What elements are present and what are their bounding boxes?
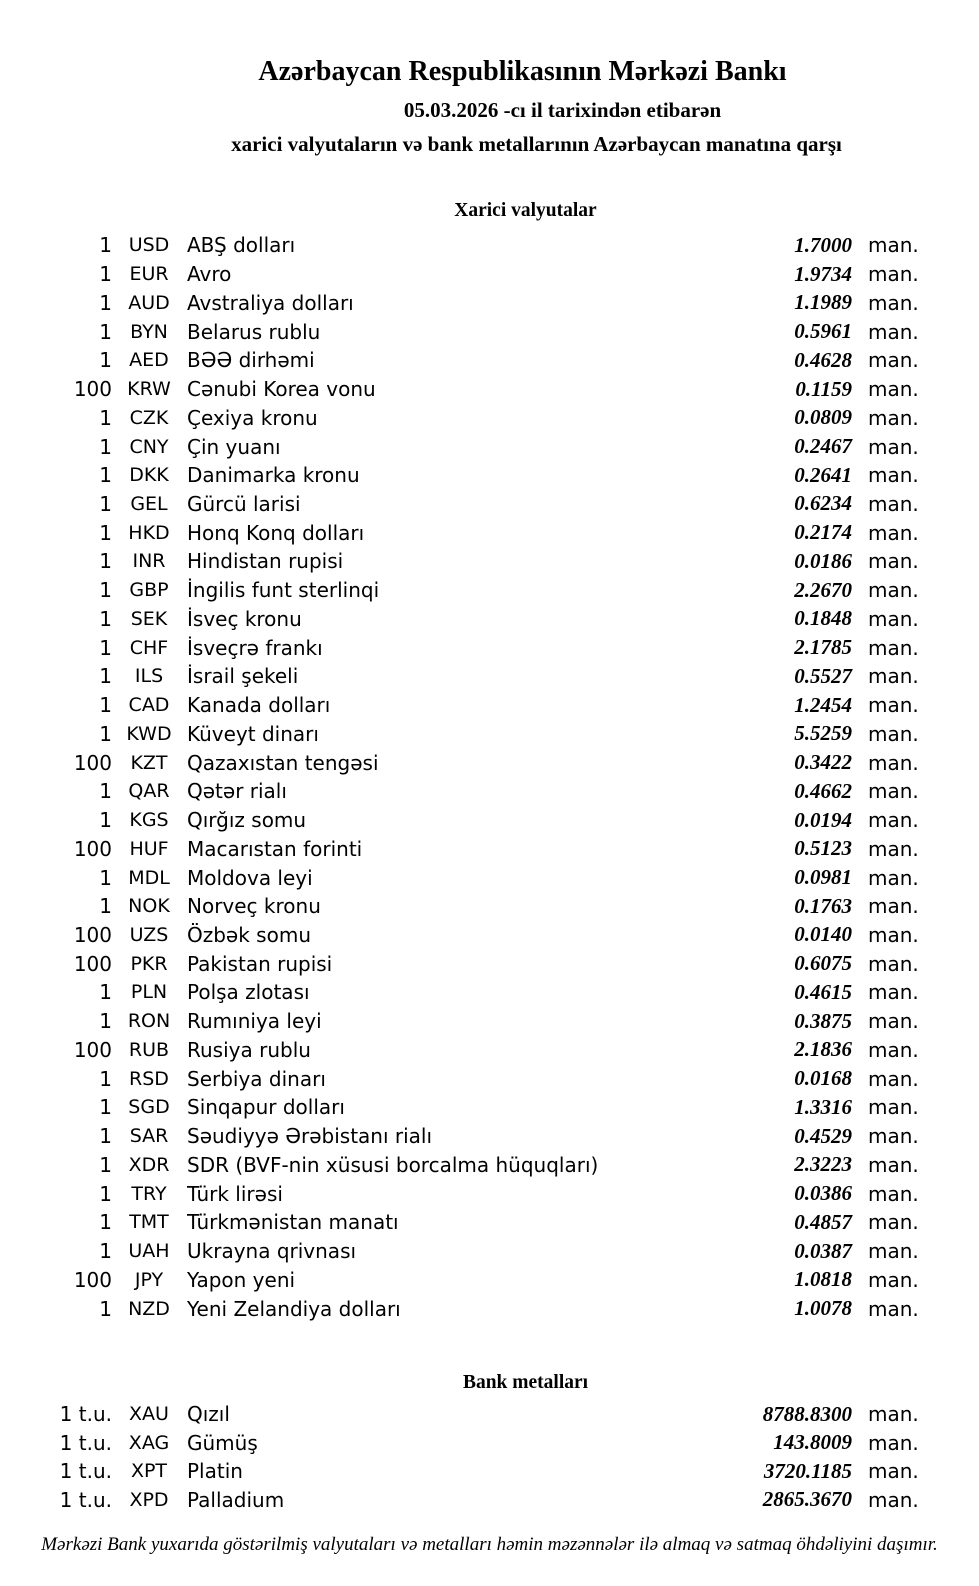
currency-quantity: 1: [99, 1239, 112, 1264]
currency-quantity: 1: [99, 434, 112, 459]
currency-name: İngilis funt sterlinqi: [187, 578, 380, 603]
currency-code: AED: [129, 349, 169, 372]
unit-label: man.: [868, 377, 919, 402]
currency-rate: 0.1763: [794, 893, 852, 918]
currency-code: SEK: [130, 607, 168, 630]
unit-label: man.: [868, 233, 919, 258]
unit-label: man.: [868, 1459, 919, 1484]
currency-name: Pakistan rupisi: [187, 951, 333, 976]
unit-label: man.: [868, 491, 919, 516]
currency-rate: 0.1159: [795, 376, 852, 401]
currency-name: Kanada dolları: [187, 693, 331, 718]
currency-row: [0, 1093, 979, 1122]
document-subtitle: xarici valyutaların və bank metallarının Azərbaycan manatına qarşı: [231, 132, 842, 156]
currency-quantity: 1: [99, 578, 112, 603]
metal-code: XPT: [130, 1460, 168, 1483]
currency-rate: 0.5123: [794, 836, 852, 861]
currency-row: [0, 863, 979, 892]
currency-rate: 0.2467: [794, 434, 852, 458]
currency-rate: 0.6234: [794, 491, 852, 516]
currency-rate: 2.1785: [794, 635, 852, 660]
unit-label: man.: [868, 1267, 919, 1292]
currency-quantity: 1: [99, 463, 112, 488]
currency-rate: 0.0386: [794, 1181, 852, 1206]
metal-quantity: 1 t.u.: [59, 1430, 112, 1455]
metal-quantity: 1 t.u.: [59, 1487, 112, 1512]
currency-quantity: 1: [99, 693, 112, 718]
currency-rate: 0.1848: [794, 606, 852, 631]
unit-label: man.: [868, 1095, 919, 1120]
currency-name: Qazaxıstan tengəsi: [187, 750, 379, 775]
currency-name: Yeni Zelandiya dolları: [187, 1296, 401, 1321]
unit-label: man.: [868, 836, 919, 861]
currency-code: XDR: [128, 1153, 170, 1176]
currency-code: USD: [128, 234, 170, 257]
currency-code: SGD: [128, 1096, 170, 1119]
metal-code: XAG: [128, 1431, 170, 1454]
unit-label: man.: [868, 434, 919, 459]
currency-name: Serbiya dinarı: [187, 1066, 326, 1091]
currency-quantity: 1: [99, 1210, 112, 1235]
currency-code: UAH: [128, 1240, 170, 1263]
currency-row: [0, 978, 979, 1007]
currency-quantity: 1: [99, 348, 112, 373]
currency-row: [0, 806, 979, 835]
metal-row: [0, 1486, 979, 1515]
currency-quantity: 1: [99, 262, 112, 287]
currency-name: Honq Konq dolları: [187, 520, 365, 545]
currency-name: Səudiyyə Ərəbistanı rialı: [187, 1124, 433, 1149]
currency-quantity: 1: [99, 779, 112, 804]
currency-rate: 0.5527: [794, 663, 852, 688]
unit-label: man.: [868, 1037, 919, 1062]
currency-rate-table: [0, 231, 979, 1323]
currency-code: RON: [127, 1010, 171, 1033]
currency-name: Gürcü larisi: [187, 491, 301, 516]
currency-quantity: 100: [73, 951, 112, 976]
unit-label: man.: [868, 1181, 919, 1206]
currency-row: [0, 777, 979, 806]
currency-row: [0, 633, 979, 662]
unit-label: man.: [868, 750, 919, 775]
unit-label: man.: [868, 549, 919, 574]
unit-label: man.: [868, 290, 919, 315]
currency-row: [0, 317, 979, 346]
currency-name: Belarus rublu: [187, 319, 321, 344]
currency-rate: 0.0140: [794, 922, 852, 947]
currency-code: CNY: [129, 435, 169, 458]
unit-label: man.: [868, 1296, 919, 1321]
currency-quantity: 100: [73, 836, 112, 861]
currency-quantity: 1: [99, 491, 112, 516]
currency-code: JPY: [134, 1268, 164, 1291]
unit-label: man.: [868, 1487, 919, 1512]
currency-rate: 0.3422: [794, 750, 852, 775]
currency-name: ABŞ dolları: [187, 233, 296, 258]
currency-code: KZT: [130, 751, 168, 774]
currency-quantity: 1: [99, 405, 112, 430]
currency-code: NZD: [128, 1297, 170, 1320]
currency-quantity: 1: [99, 865, 112, 890]
unit-label: man.: [868, 262, 919, 287]
currency-rate: 1.0078: [794, 1296, 852, 1321]
currency-rate: 0.0387: [794, 1238, 852, 1263]
currency-quantity: 1: [99, 1181, 112, 1206]
currency-name: İsveçrə frankı: [187, 635, 323, 660]
currency-quantity: 1: [99, 233, 112, 258]
currency-code: BYN: [130, 320, 168, 343]
metal-code: XAU: [129, 1403, 169, 1426]
currency-row: [0, 949, 979, 978]
metal-name: Gümüş: [187, 1430, 258, 1455]
currency-row: [0, 432, 979, 461]
currency-row: [0, 1208, 979, 1237]
currency-code: CHF: [129, 636, 169, 659]
metal-name: Palladium: [187, 1487, 285, 1512]
currency-code: ILS: [134, 665, 164, 688]
currency-row: [0, 1036, 979, 1065]
currency-quantity: 100: [73, 1037, 112, 1062]
currency-code: EUR: [129, 263, 169, 286]
unit-label: man.: [868, 1152, 919, 1177]
currency-rate: 0.0186: [794, 548, 852, 573]
currency-quantity: 1: [99, 606, 112, 631]
metal-name: Platin: [187, 1459, 243, 1484]
currency-row: [0, 1179, 979, 1208]
currency-rate: 1.7000: [794, 232, 852, 257]
currency-rate: 2.3223: [794, 1152, 852, 1177]
unit-label: man.: [868, 463, 919, 488]
currency-name: SDR (BVF-nin xüsusi borcalma hüquqları): [187, 1152, 599, 1177]
currency-row: [0, 375, 979, 404]
currency-code: DKK: [129, 464, 169, 487]
currency-row: [0, 461, 979, 490]
currency-quantity: 1: [99, 980, 112, 1005]
currency-quantity: 1: [99, 635, 112, 660]
metal-rate: 8788.8300: [762, 1401, 852, 1426]
unit-label: man.: [868, 1210, 919, 1235]
currency-name: İsrail şekeli: [187, 664, 299, 689]
currency-row: [0, 1007, 979, 1036]
currency-quantity: 1: [99, 290, 112, 315]
currency-row: [0, 662, 979, 691]
currency-row: [0, 547, 979, 576]
currency-code: PLN: [130, 981, 168, 1004]
currency-code: TRY: [131, 1182, 167, 1205]
unit-label: man.: [868, 922, 919, 947]
currency-quantity: 1: [99, 1009, 112, 1034]
unit-label: man.: [868, 664, 919, 689]
currency-quantity: 1: [99, 319, 112, 344]
unit-label: man.: [868, 951, 919, 976]
currency-row: [0, 1237, 979, 1266]
currency-rate: 0.4615: [794, 979, 852, 1004]
currency-rate: 0.4662: [794, 778, 852, 803]
currency-quantity: 1: [99, 1095, 112, 1120]
unit-label: man.: [868, 578, 919, 603]
page-title: Azərbaycan Respublikasının Mərkəzi Bankı: [258, 56, 787, 87]
currency-code: KWD: [126, 722, 172, 745]
unit-label: man.: [868, 1124, 919, 1149]
currency-name: Moldova leyi: [187, 865, 313, 890]
currency-rate: 1.1989: [794, 290, 852, 315]
currency-row: [0, 1122, 979, 1151]
unit-label: man.: [868, 693, 919, 718]
currency-row: [0, 921, 979, 950]
section-title-bank-metals: Bank metalları: [462, 1372, 589, 1393]
currency-code: INR: [132, 550, 166, 573]
currency-row: [0, 834, 979, 863]
currency-code: CZK: [129, 406, 169, 429]
currency-row: [0, 719, 979, 748]
unit-label: man.: [868, 405, 919, 430]
currency-row: [0, 231, 979, 260]
currency-name: Qırğız somu: [187, 808, 307, 833]
currency-row: [0, 1265, 979, 1294]
metal-quantity: 1 t.u.: [59, 1459, 112, 1484]
currency-name: Ukrayna qrivnası: [187, 1239, 357, 1264]
currency-name: Türk lirəsi: [187, 1181, 283, 1206]
currency-row: [0, 490, 979, 519]
currency-name: Özbək somu: [187, 922, 311, 947]
currency-rate: 0.4857: [794, 1209, 852, 1234]
metal-row: [0, 1429, 979, 1458]
currency-quantity: 1: [99, 1124, 112, 1149]
unit-label: man.: [868, 520, 919, 545]
currency-quantity: 1: [99, 1066, 112, 1091]
metal-rate: 143.8009: [773, 1430, 852, 1455]
currency-name: Çin yuanı: [187, 434, 281, 459]
currency-name: Danimarka kronu: [187, 463, 360, 488]
currency-row: [0, 260, 979, 289]
currency-name: Avstraliya dolları: [187, 290, 354, 315]
currency-quantity: 100: [73, 750, 112, 775]
currency-code: GBP: [129, 579, 169, 602]
currency-code: PKR: [130, 952, 168, 975]
currency-code: UZS: [129, 923, 169, 946]
currency-quantity: 1: [99, 520, 112, 545]
metal-code: XPD: [129, 1488, 169, 1511]
disclaimer-text: Mərkəzi Bank yuxarıda göstərilmiş valyutaları və metalları həmin məzənnələr ilə almaq və satmaq öhdəliyini daşımır.: [41, 1534, 938, 1555]
currency-rate: 0.0168: [794, 1066, 852, 1091]
currency-rate: 0.0981: [794, 865, 852, 890]
currency-name: Rumıniya leyi: [187, 1009, 322, 1034]
unit-label: man.: [868, 319, 919, 344]
currency-code: AUD: [128, 291, 170, 314]
currency-rate: 0.5961: [794, 319, 852, 344]
unit-label: man.: [868, 1239, 919, 1264]
currency-name: Qətər rialı: [187, 779, 287, 804]
currency-row: [0, 605, 979, 634]
metal-name: Qızıl: [187, 1402, 230, 1427]
currency-quantity: 1: [99, 808, 112, 833]
unit-label: man.: [868, 348, 919, 373]
currency-code: QAR: [128, 780, 170, 803]
currency-row: [0, 518, 979, 547]
unit-label: man.: [868, 721, 919, 746]
unit-label: man.: [868, 865, 919, 890]
unit-label: man.: [868, 635, 919, 660]
currency-code: GEL: [130, 492, 168, 515]
currency-name: Çexiya kronu: [187, 405, 318, 430]
currency-rate: 0.0194: [794, 807, 852, 832]
currency-code: MDL: [128, 866, 170, 889]
currency-rate: 1.0818: [794, 1267, 852, 1292]
currency-rate: 0.3875: [794, 1008, 852, 1033]
metals-rate-table: [0, 1400, 979, 1514]
unit-label: man.: [868, 1066, 919, 1091]
currency-code: CAD: [128, 694, 170, 717]
currency-quantity: 1: [99, 1152, 112, 1177]
currency-rate: 2.1836: [794, 1037, 852, 1062]
currency-quantity: 1: [99, 721, 112, 746]
unit-label: man.: [868, 894, 919, 919]
metal-row: [0, 1400, 979, 1429]
currency-name: Macarıstan forinti: [187, 836, 363, 861]
currency-row: [0, 1151, 979, 1180]
metal-row: [0, 1457, 979, 1486]
currency-rate: 5.5259: [794, 721, 852, 746]
currency-name: Yapon yeni: [187, 1267, 296, 1292]
metal-quantity: 1 t.u.: [59, 1402, 112, 1427]
currency-code: KGS: [129, 809, 169, 832]
currency-code: RUB: [128, 1038, 170, 1061]
currency-code: RSD: [129, 1067, 169, 1090]
currency-name: Avro: [187, 262, 232, 287]
effective-date-line: 05.03.2026 -cı il tarixindən etibarən: [403, 98, 722, 122]
currency-code: SAR: [129, 1125, 169, 1148]
currency-code: TMT: [129, 1211, 169, 1234]
currency-rate: 1.2454: [794, 692, 852, 717]
section-title-foreign-currencies: Xarici valyutalar: [454, 200, 597, 221]
currency-code: HUF: [129, 837, 169, 860]
metal-rate: 3720.1185: [763, 1458, 852, 1483]
currency-code: KRW: [127, 378, 171, 401]
currency-quantity: 100: [73, 922, 112, 947]
currency-quantity: 1: [99, 894, 112, 919]
metal-rate: 2865.3670: [762, 1487, 852, 1512]
currency-row: [0, 748, 979, 777]
currency-row: [0, 1064, 979, 1093]
currency-rate: 0.2641: [794, 462, 852, 487]
currency-quantity: 1: [99, 1296, 112, 1321]
currency-name: Hindistan rupisi: [187, 549, 344, 574]
unit-label: man.: [868, 1430, 919, 1455]
currency-rate: 2.2670: [794, 577, 852, 602]
currency-rate: 1.3316: [794, 1094, 852, 1119]
currency-row: [0, 1294, 979, 1323]
unit-label: man.: [868, 980, 919, 1005]
unit-label: man.: [868, 606, 919, 631]
unit-label: man.: [868, 779, 919, 804]
currency-name: Cənubi Korea vonu: [187, 377, 376, 402]
currency-quantity: 1: [99, 549, 112, 574]
currency-name: Rusiya rublu: [187, 1037, 311, 1062]
unit-label: man.: [868, 808, 919, 833]
currency-rate: 0.6075: [794, 951, 852, 976]
currency-rate: 0.4529: [794, 1123, 852, 1148]
currency-row: [0, 892, 979, 921]
currency-name: Polşa zlotası: [187, 980, 310, 1005]
currency-rate: 1.9734: [794, 261, 852, 286]
currency-name: Sinqapur dolları: [187, 1095, 345, 1120]
currency-quantity: 100: [73, 377, 112, 402]
currency-rate: 0.4628: [794, 347, 852, 372]
currency-code: NOK: [128, 895, 170, 918]
currency-name: Küveyt dinarı: [187, 721, 319, 746]
currency-quantity: 1: [99, 664, 112, 689]
currency-row: [0, 403, 979, 432]
currency-name: Norveç kronu: [187, 894, 321, 919]
currency-name: Türkmənistan manatı: [187, 1210, 399, 1235]
currency-name: BƏƏ dirhəmi: [187, 348, 315, 373]
currency-row: [0, 576, 979, 605]
unit-label: man.: [868, 1402, 919, 1427]
currency-row: [0, 691, 979, 720]
currency-quantity: 100: [73, 1267, 112, 1292]
currency-name: İsveç kronu: [187, 606, 302, 631]
currency-row: [0, 288, 979, 317]
currency-rate: 0.0809: [794, 405, 852, 430]
currency-code: HKD: [128, 521, 170, 544]
currency-row: [0, 346, 979, 375]
currency-rate: 0.2174: [794, 520, 852, 545]
unit-label: man.: [868, 1009, 919, 1034]
